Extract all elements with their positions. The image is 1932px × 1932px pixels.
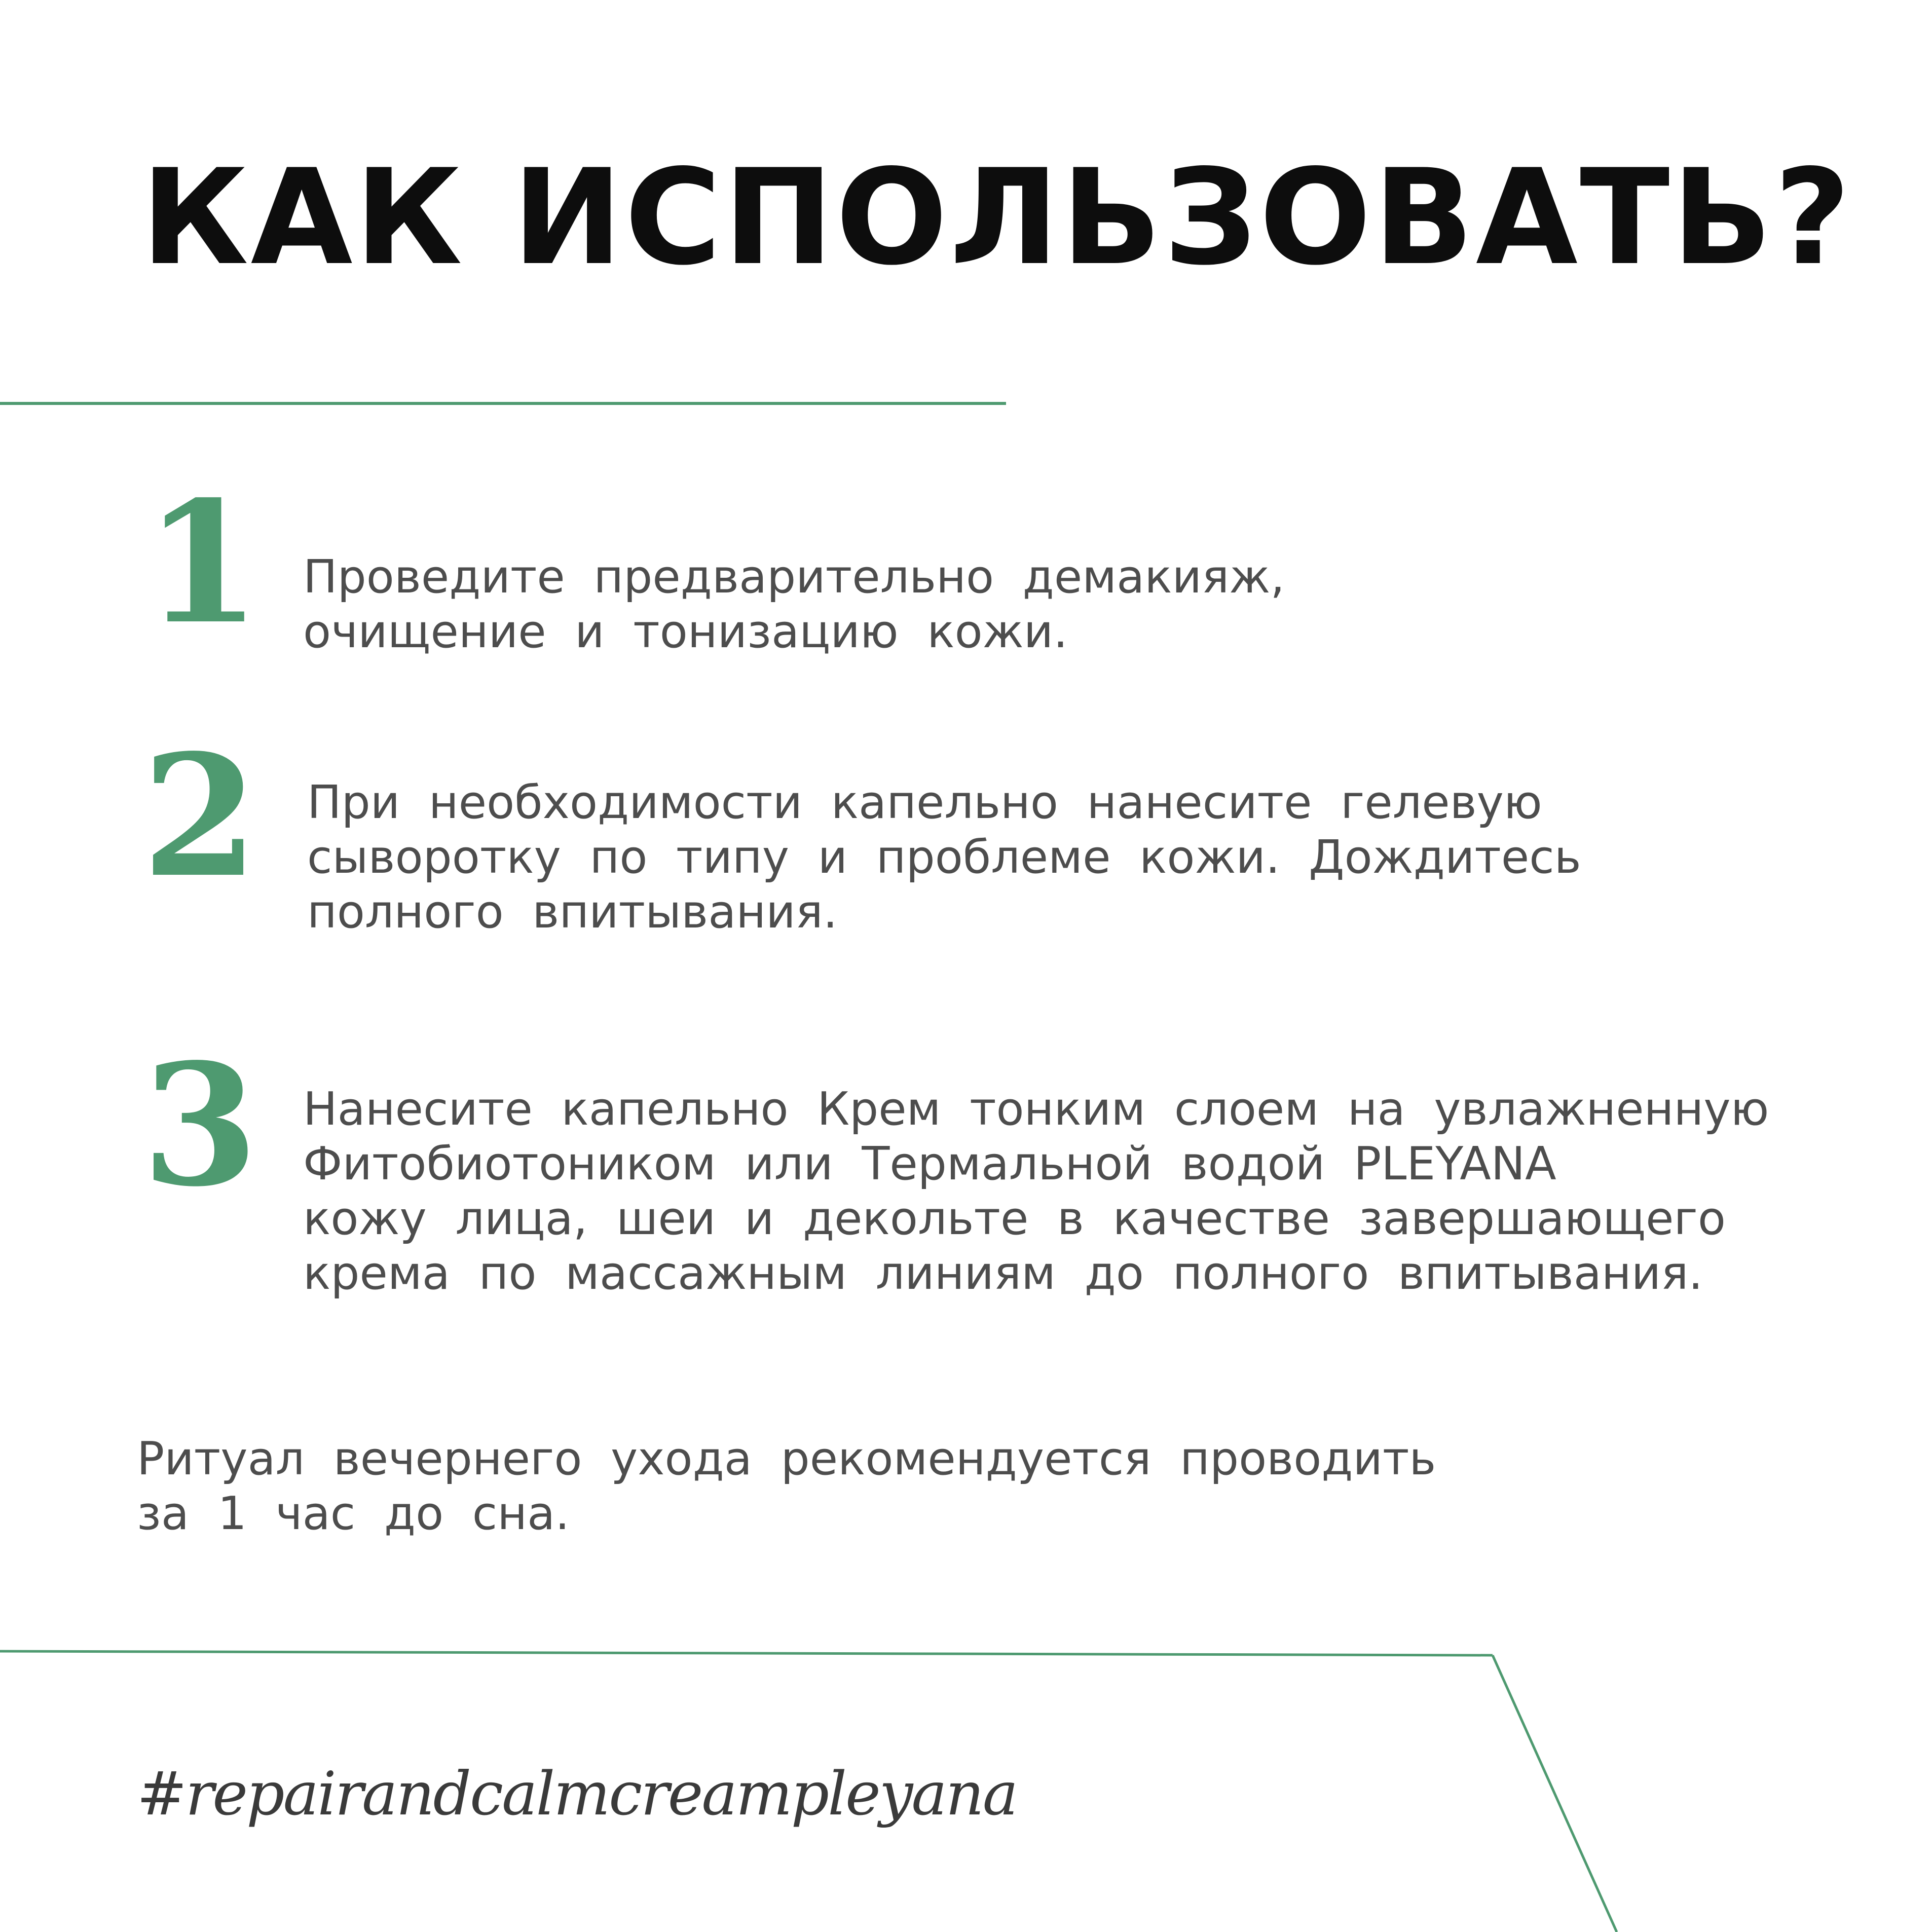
diagonal-divider	[1493, 1655, 1617, 1932]
step-number: 2	[142, 718, 258, 914]
step-number: 1	[144, 464, 261, 661]
step-text	[307, 775, 1581, 940]
step-text-line: Фитобиотоником или Термальной водой PLEYANA	[303, 1137, 1556, 1191]
hashtag: #repairandcalmcreampleyana	[137, 1759, 1017, 1829]
step-text-line: крема по массажным линиям до полного впитывания.	[303, 1247, 1703, 1300]
closing-note	[137, 1432, 1436, 1541]
note-line: Ритуал вечернего ухода рекомендуется проводить	[137, 1432, 1436, 1485]
page-title: КАК ИСПОЛЬЗОВАТЬ?	[141, 141, 1853, 294]
step-text-line: полного впитывания.	[307, 885, 838, 939]
top-divider	[0, 402, 1006, 405]
step-text-line: кожу лица, шеи и декольте в качестве завершающего	[303, 1192, 1726, 1245]
step-text-line: очищение и тонизацию кожи.	[303, 605, 1068, 658]
step-text-line: сыворотку по типу и проблеме кожи. Дождитесь	[307, 831, 1581, 884]
step-number: 3	[142, 1027, 258, 1223]
step-text-line: Проведите предварительно демакияж,	[303, 550, 1285, 604]
bottom-divider	[0, 1651, 1493, 1655]
step-text	[303, 1082, 1769, 1301]
note-line: за 1 час до сна.	[137, 1487, 570, 1540]
step-text-line: При необходимости капельно нанесите гелевую	[307, 776, 1542, 829]
step-text-line: Нанесите капельно Крем тонким слоем на увлажненную	[303, 1083, 1769, 1136]
step-text	[303, 550, 1285, 659]
